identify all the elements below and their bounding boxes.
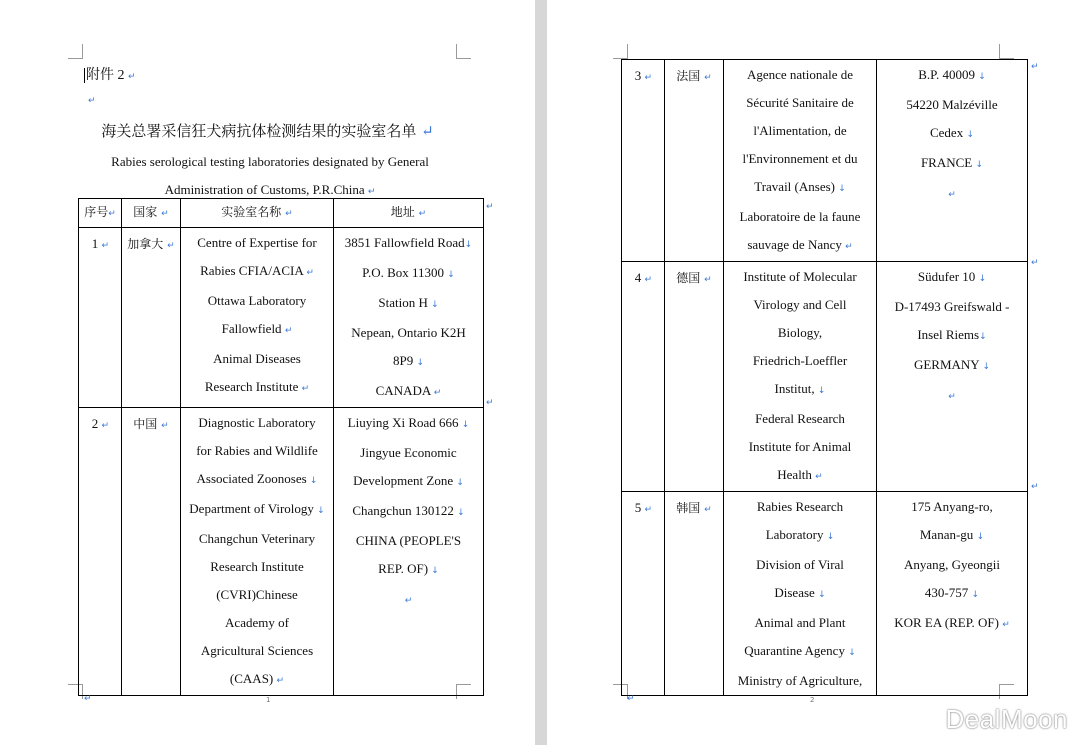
row-end-mark: ↵ [486,202,494,212]
row-lab-name: Diagnostic Laboratory for Rabies and Wildlife Associated Zoonoses ↓ Department of Virology ↓ Changchun Veterinary Research Institute (CVRI)Chinese Academy of Agricultural Sciences (CAAS) ↵ [181,408,334,696]
paragraph-mark: ↵ [84,694,92,704]
row-country: 中国 ↵ [122,408,181,696]
row-end-mark: ↵ [1031,62,1039,72]
crop-mark [456,44,471,59]
row-number: 4 ↵ [622,262,665,492]
paragraph-mark: ↵ [88,96,96,106]
row-end-mark: ↵ [486,398,494,408]
document-page-2 [547,0,1080,745]
crop-mark [613,44,628,59]
crop-mark [999,44,1014,59]
watermark-logo: DealMoon [945,704,1068,734]
row-address: Südufer 10 ↓ D-17493 Greifswald - Insel Riems↓ GERMANY ↓ ↵ [877,262,1028,492]
table-row [622,262,1028,492]
page-number: 2 [810,696,815,704]
row-country: 德国 ↵ [665,262,724,492]
table-row [79,228,484,408]
title-chinese: 海关总署采信狂犬病抗体检测结果的实验室名单 ↵ [101,122,434,140]
paragraph-mark: ↵ [627,694,635,704]
header-no: 序号↵ [79,199,122,228]
row-lab-name: Agence nationale de Sécurité Sanitaire de l'Alimentation, de l'Environnement et du Travail (Anses) ↓ Laboratoire de la faune sauvage de Nancy ↵ [724,60,877,262]
header-address: 地址 ↵ [334,199,484,228]
attachment-label[interactable]: 附件 2 ↵ [86,68,136,83]
crop-mark [68,44,83,59]
table-row [622,60,1028,262]
row-address: B.P. 40009 ↓ 54220 Malzéville Cedex ↓ FRANCE ↓ ↵ [877,60,1028,262]
row-number: 5 ↵ [622,492,665,696]
row-number: 2 ↵ [79,408,122,696]
header-country: 国家 ↵ [122,199,181,228]
page-gutter [535,0,547,745]
row-country: 法国 ↵ [665,60,724,262]
page-number: 1 [266,696,271,704]
row-country: 加拿大 ↵ [122,228,181,408]
row-end-mark: ↵ [1031,258,1039,268]
row-end-mark: ↵ [1031,482,1039,492]
row-address: Liuying Xi Road 666 ↓ Jingyue Economic Development Zone ↓ Changchun 130122 ↓ CHINA (PEOPLE'S REP. OF) ↓ ↵ [334,408,484,696]
row-country: 韩国 ↵ [665,492,724,696]
row-number: 1 ↵ [79,228,122,408]
title-english: Rabies serological testing laboratories designated by General Administration of Customs, P.R.China ↵ [111,154,429,197]
header-lab-name: 实验室名称 ↵ [181,199,334,228]
table-header-row [79,199,484,228]
row-number: 3 ↵ [622,60,665,262]
row-lab-name: Rabies Research Laboratory ↓ Division of Viral Disease ↓ Animal and Plant Quarantine Agency ↓ Ministry of Agriculture, [724,492,877,696]
document-page-1 [0,0,535,745]
table-row [622,492,1028,696]
row-lab-name: Centre of Expertise for Rabies CFIA/ACIA ↵ Ottawa Laboratory Fallowfield ↵ Animal Diseases Research Institute ↵ [181,228,334,408]
table-row [79,408,484,696]
row-address: 3851 Fallowfield Road↓ P.O. Box 11300 ↓ Station H ↓ Nepean, Ontario K2H 8P9 ↓ CANADA ↵ [334,228,484,408]
row-address: 175 Anyang-ro, Manan-gu ↓ Anyang, Gyeongii 430-757 ↓ KOR EA (REP. OF) ↵ [877,492,1028,696]
lab-table-page1 [78,198,484,696]
row-lab-name: Institute of Molecular Virology and Cell Biology, Friedrich-Loeffler Institut, ↓ Federal Research Institute for Animal Health ↵ [724,262,877,492]
lab-table-page2 [621,59,1028,696]
